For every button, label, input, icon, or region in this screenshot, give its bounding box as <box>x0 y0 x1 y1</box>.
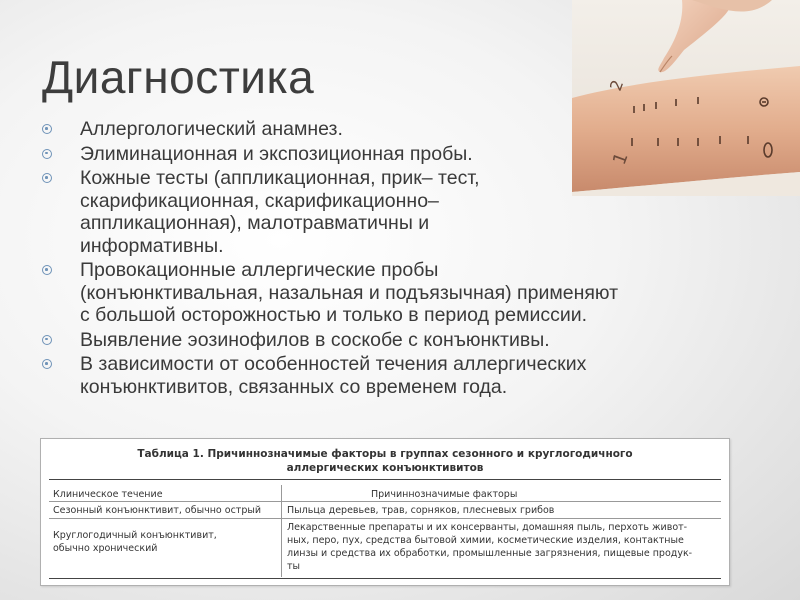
bullet-icon <box>42 359 52 369</box>
cell-line: ных, перо, пух, средства бытовой химии, косметические изделия, контактные <box>287 535 684 546</box>
bullet-item <box>40 259 620 327</box>
bullet-item <box>40 118 700 141</box>
table-cell-course <box>53 529 217 555</box>
column-divider <box>281 485 282 577</box>
arm-label-1: 1 <box>608 149 633 168</box>
bullet-text: Аллергологический анамнез. <box>80 118 343 140</box>
bullet-item <box>40 143 700 166</box>
table-bottom-rule <box>49 578 721 579</box>
cell-line: Круглогодичный конъюнктивит, <box>53 530 217 541</box>
arm-label-2: 2 <box>605 77 628 94</box>
table-cell-factors <box>287 521 692 573</box>
bullet-item <box>40 353 710 398</box>
cell-line: ты <box>287 561 301 572</box>
cell-line: линзы и средства их обработки, промышленные загрязнения, пищевые продук- <box>287 548 693 559</box>
column-header-factors: Причиннозначимые факторы <box>371 489 518 500</box>
bullet-item <box>40 329 700 352</box>
bullet-text: Выявление эозинофилов в соскобе с конъюнктивы. <box>80 328 550 351</box>
cell-line: Лекарственные препараты и их консерванты, домашняя пыль, перхоть живот- <box>287 522 688 533</box>
table-caption-line: Таблица 1. Причиннозначимые факторы в группах сезонного и круглогодичного <box>137 448 633 460</box>
allergy-factors-table <box>40 438 730 586</box>
table-caption-line: аллергических конъюнктивитов <box>286 462 484 474</box>
column-header-course: Клиническое течение <box>53 489 163 500</box>
bullet-text: Кожные тесты (аппликационная, прик– тест, скарификационная, скарификационно–аппликационная), малотравматичны и информативны. <box>80 167 480 257</box>
bullet-icon <box>42 335 52 345</box>
row-divider <box>49 518 721 519</box>
bullet-text: В зависимости от особенностей течения аллергических конъюнктивитов, связанных со временем года. <box>80 353 587 398</box>
bullet-item <box>40 167 550 257</box>
bullet-icon <box>42 149 52 159</box>
table-cell-course <box>53 504 261 517</box>
table-top-rule <box>49 479 721 480</box>
table-cell-factors <box>287 504 554 517</box>
bullet-text: Элиминационная и экспозиционная пробы. <box>80 142 473 165</box>
bullet-icon <box>42 173 52 183</box>
cell-line: Сезонный конъюнктивит, обычно острый <box>53 505 262 516</box>
bullet-text: Провокационные аллергические пробы (конъюнктивальная, назальная и подъязычная) применяют с большой осторожностью и только в период ремиссии. <box>80 259 619 326</box>
bullet-icon <box>42 265 52 275</box>
bullet-icon <box>42 124 52 134</box>
cell-line: обычно хронический <box>53 543 158 554</box>
bullet-list <box>40 118 700 400</box>
cell-line: Пыльца деревьев, трав, сорняков, плесневых грибов <box>287 505 555 516</box>
header-divider <box>49 501 721 502</box>
table-caption <box>41 447 729 475</box>
slide-title: Диагностика <box>42 51 315 103</box>
